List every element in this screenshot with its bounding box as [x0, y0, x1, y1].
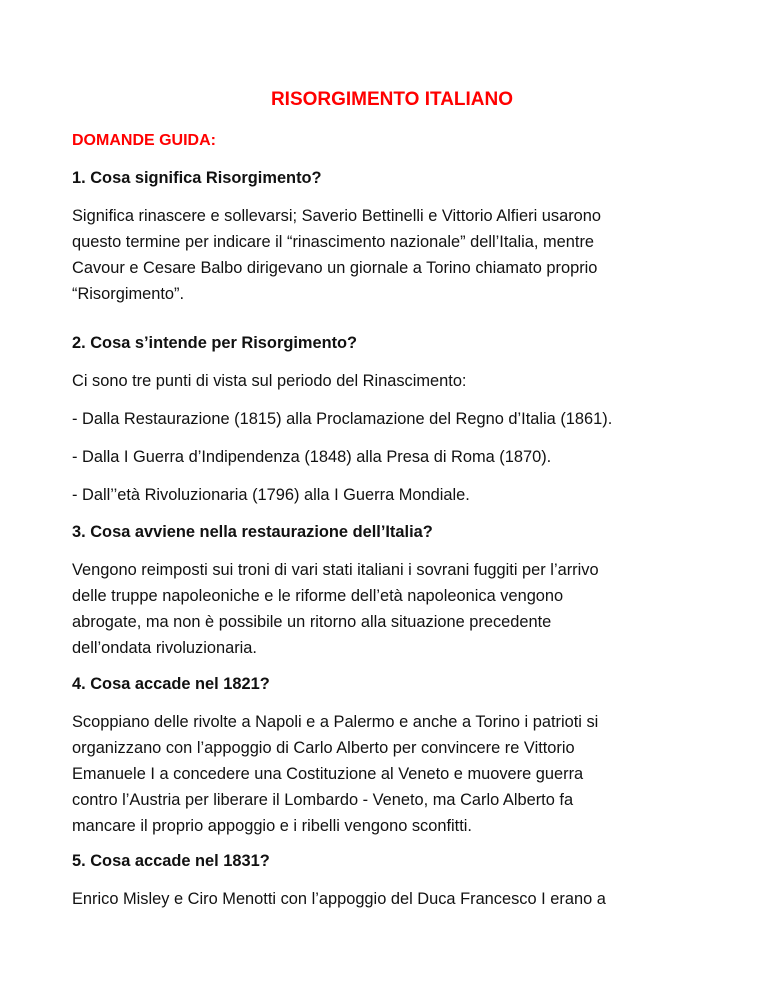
question-4: 4. Cosa accade nel 1821? [72, 675, 270, 693]
answer-3-line: abrogate, ma non è possibile un ritorno alla situazione precedente [72, 613, 552, 631]
answer-1-line: questo termine per indicare il “rinascimento nazionale” dell’Italia, mentre [72, 233, 595, 251]
answer-4-line: mancare il proprio appoggio e i ribelli vengono sconfitti. [72, 817, 472, 835]
question-3: 3. Cosa avviene nella restaurazione dell’Italia? [72, 523, 433, 541]
document-subtitle: DOMANDE GUIDA: [72, 132, 216, 149]
question-1: 1. Cosa significa Risorgimento? [72, 169, 322, 187]
answer-3-line: Vengono reimposti sui troni di vari stati italiani i sovrani fuggiti per l’arrivo [72, 561, 599, 579]
answer-2-item: - Dalla Restaurazione (1815) alla Proclamazione del Regno d’Italia (1861). [72, 410, 613, 428]
answer-4-line: contro l’Austria per liberare il Lombardo - Veneto, ma Carlo Alberto fa [72, 791, 574, 809]
answer-5 [72, 886, 712, 912]
answer-5-line: Enrico Misley e Ciro Menotti con l’appoggio del Duca Francesco I erano a [72, 890, 606, 908]
question-2: 2. Cosa s’intende per Risorgimento? [72, 334, 358, 352]
answer-2-intro: Ci sono tre punti di vista sul periodo del Rinascimento: [72, 372, 467, 390]
answer-3 [72, 557, 712, 661]
answer-4-line: Emanuele I a concedere una Costituzione al Veneto e muovere guerra [72, 765, 584, 783]
answer-1-line: “Risorgimento”. [72, 285, 185, 303]
answer-1 [72, 203, 712, 307]
answer-1-line: Significa rinascere e sollevarsi; Saverio Bettinelli e Vittorio Alfieri usarono [72, 207, 602, 225]
question-5: 5. Cosa accade nel 1831? [72, 852, 270, 870]
document-title: RISORGIMENTO ITALIANO [270, 89, 514, 110]
answer-4-line: organizzano con l’appoggio di Carlo Alberto per convincere re Vittorio [72, 739, 575, 757]
answer-4 [72, 709, 712, 839]
answer-4-line: Scoppiano delle rivolte a Napoli e a Palermo e anche a Torino i patrioti si [72, 713, 599, 731]
answer-3-line: dell’ondata rivoluzionaria. [72, 639, 257, 657]
answer-2-item: - Dalla I Guerra d’Indipendenza (1848) alla Presa di Roma (1870). [72, 448, 552, 466]
answer-1-line: Cavour e Cesare Balbo dirigevano un giornale a Torino chiamato proprio [72, 259, 598, 277]
answer-2-item: - Dall’’età Rivoluzionaria (1796) alla I Guerra Mondiale. [72, 486, 470, 504]
answer-3-line: delle truppe napoleoniche e le riforme dell’età napoleonica vengono [72, 587, 564, 605]
